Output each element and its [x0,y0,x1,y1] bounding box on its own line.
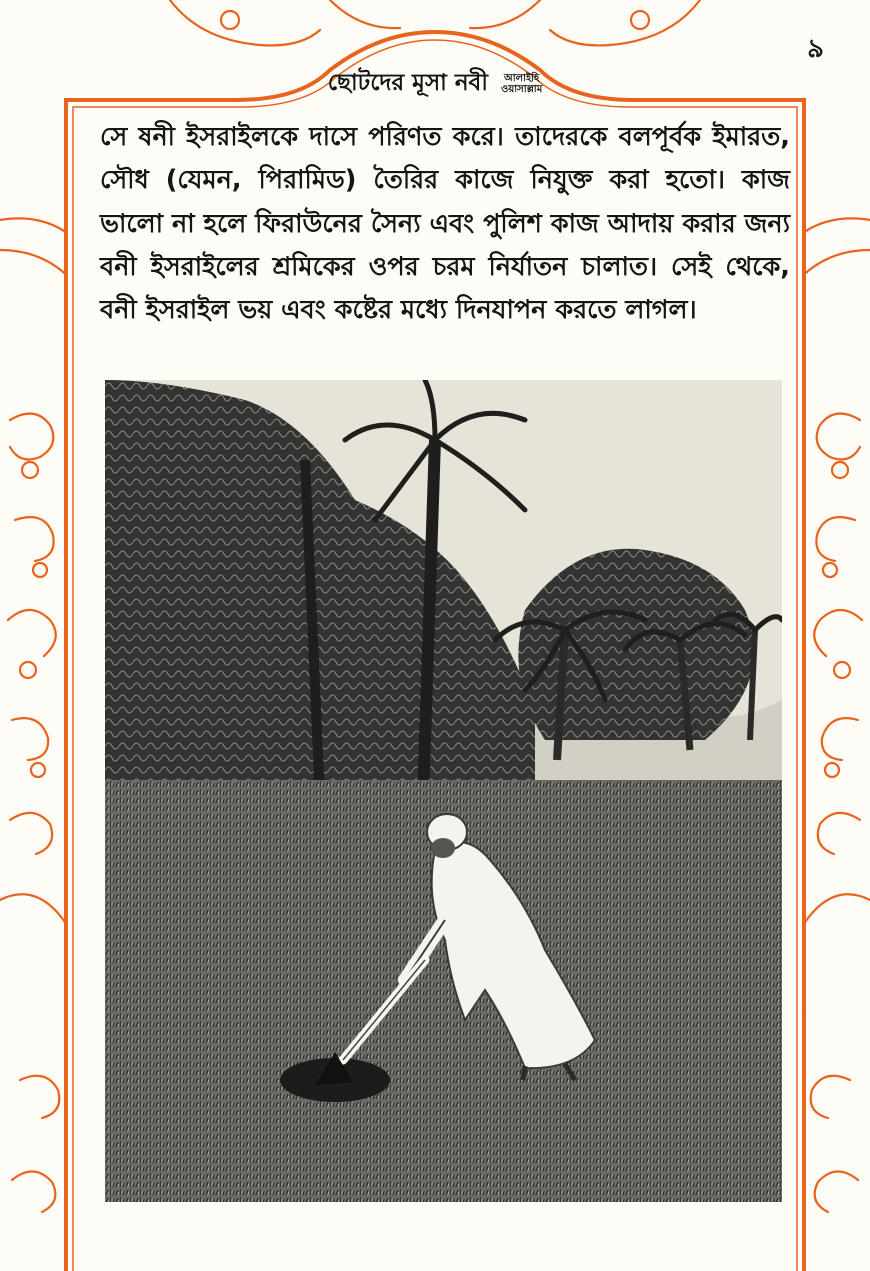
honorific-ligature [501,73,542,95]
honorific-line-2: ওয়াসাল্লাম [501,83,543,95]
book-title: ছোটদের মূসা নবী [327,70,488,96]
running-header [0,64,870,103]
honorific-line-1: আলাইহি [503,72,540,84]
body-paragraph: সে ষনী ইসরাইলকে দাসে পরিণত করে। তাদেরকে বলপূর্বক ইমারত, সৌধ (যেমন, পিরামিড) তৈরির কাজে নিযুক্ত করা হতো। কাজ ভালো না হলে ফিরাউনের সৈন্য এবং পুলিশ কাজ আদায় করার জন্য বনী ইসরাইলের শ্রমিকের ওপর চরম নির্যাতন চালাত। সেই থেকে, বনী ইসরাইল ভয় এবং কষ্টের মধ্যে দিনযাপন করতে লাগল। [100,122,790,326]
page-number: ৯ [807,34,824,64]
farmer-illustration [105,380,782,1202]
farmer-hoeing-field-under-palm-trees-icon [105,380,782,1202]
